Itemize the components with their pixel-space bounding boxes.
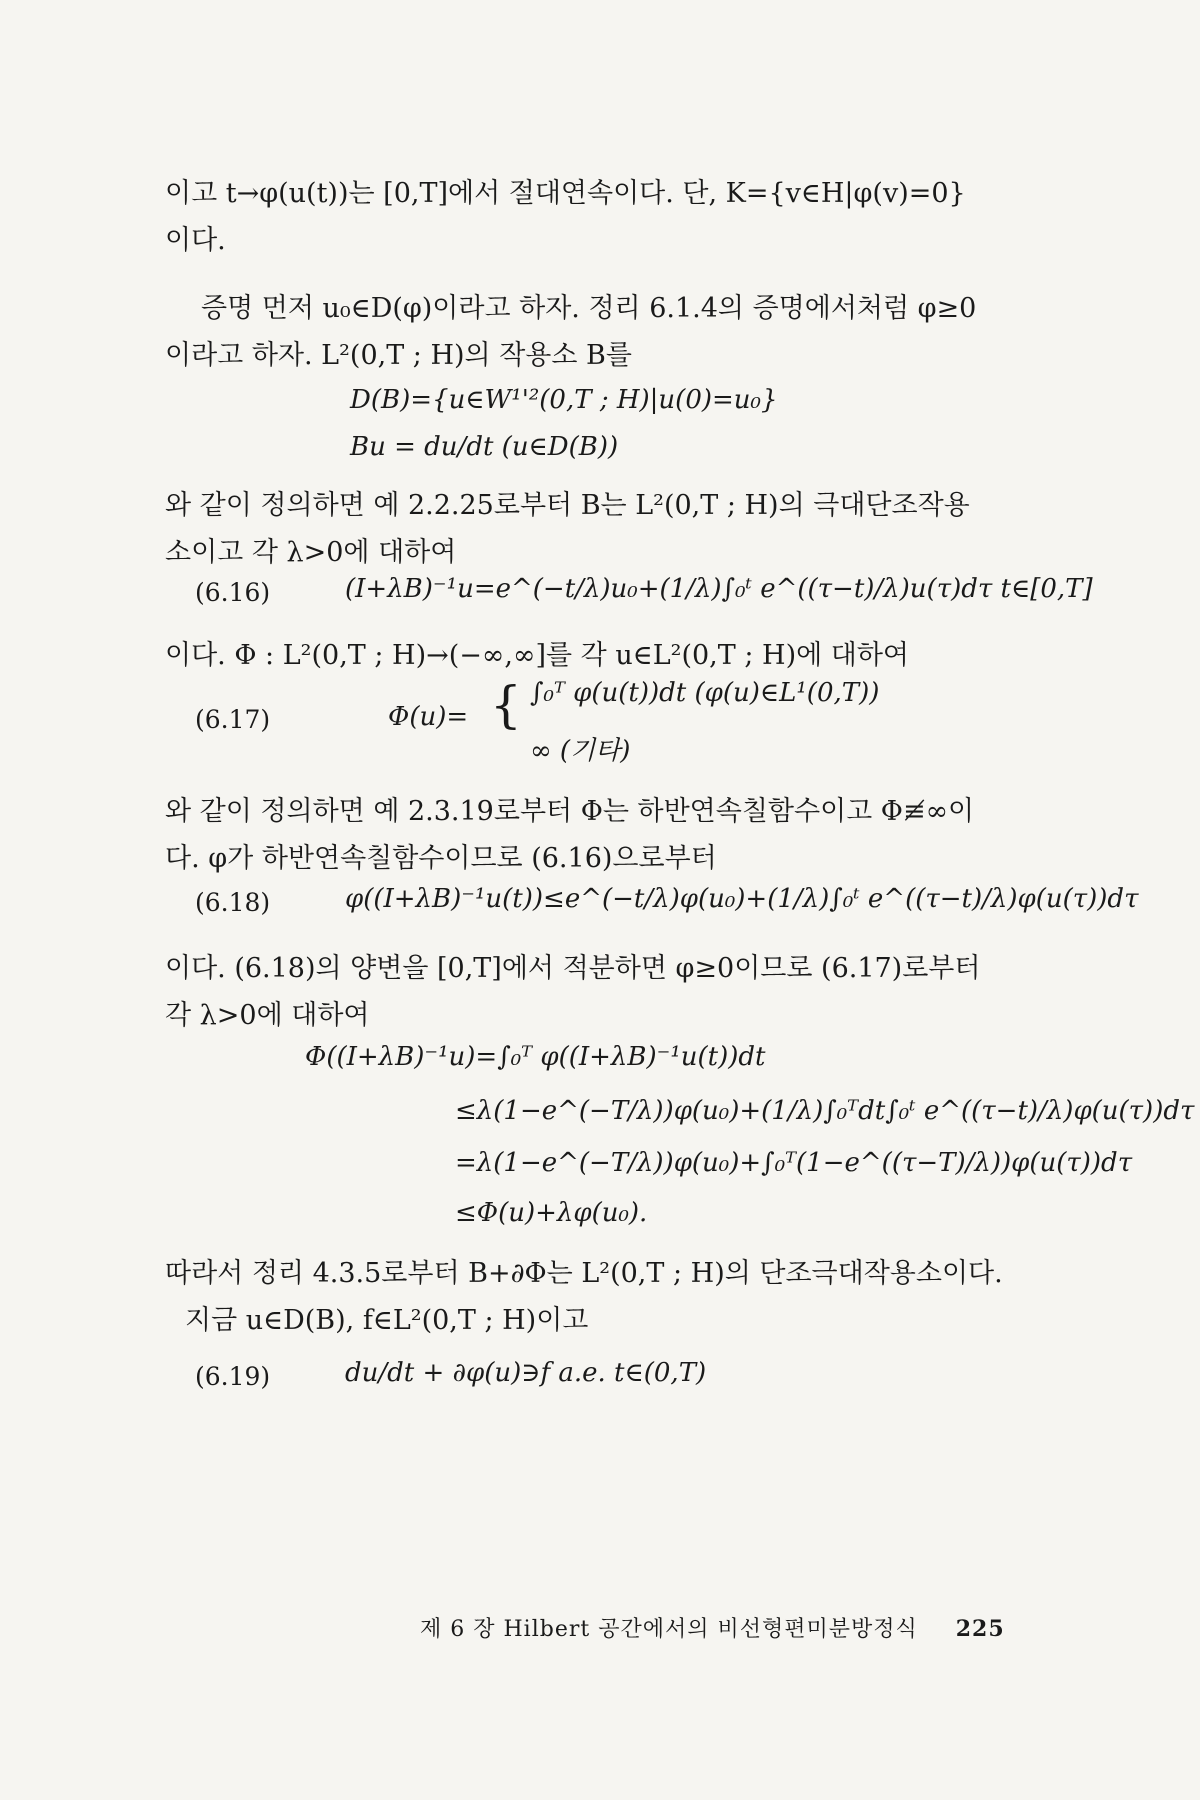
text-line: 따라서 정리 4.3.5로부터 B+∂Φ는 L²(0,T ; H)의 단조극대작용소이다. <box>165 1258 1003 1289</box>
paragraph-integrate <box>165 945 1045 1040</box>
paragraph-lsc <box>165 788 1045 883</box>
paragraph-conclusion <box>165 1250 1045 1345</box>
text-line: 이다. <box>165 225 226 257</box>
text-line: 각 λ>0에 대하여 <box>165 1000 370 1032</box>
paragraph-proof-start <box>165 285 1045 380</box>
equation-number-6-19: (6.19) <box>195 1362 271 1391</box>
paragraph-define-phi <box>165 632 1045 679</box>
paragraph-theorem-end <box>165 170 1045 265</box>
equation-number-6-18: (6.18) <box>195 888 271 917</box>
equation-chain-2: ≤λ(1−e^(−T/λ))φ(u₀)+(1/λ)∫₀ᵀdt∫₀ᵗ e^((τ−t)/λ)φ(u(τ))dτ <box>455 1096 1195 1126</box>
text-line: 증명 먼저 u₀∈D(φ)이라고 하자. 정리 6.1.4의 증명에서처럼 φ≥0 <box>201 293 977 324</box>
text-line: 지금 u∈D(B), f∈L²(0,T ; H)이고 <box>185 1305 589 1337</box>
text-line: 이고 t→φ(u(t))는 [0,T]에서 절대연속이다. 단, K={v∈H|φ(v)=0} <box>165 178 966 209</box>
equation-6-17-case1: ∫₀ᵀ φ(u(t))dt (φ(u)∈L¹(0,T)) <box>530 678 880 708</box>
equation-6-18: φ((I+λB)⁻¹u(t))≤e^(−t/λ)φ(u₀)+(1/λ)∫₀ᵗ e^((τ−t)/λ)φ(u(τ))dτ <box>345 884 1139 914</box>
text-line: 다. φ가 하반연속칠함수이므로 (6.16)으로부터 <box>165 843 717 875</box>
paragraph-maximal-monotone <box>165 482 1045 577</box>
equation-6-16: (I+λB)⁻¹u=e^(−t/λ)u₀+(1/λ)∫₀ᵗ e^((τ−t)/λ)u(τ)dτ t∈[0,T] <box>345 574 1093 604</box>
brace: { <box>490 676 522 734</box>
text-line: 와 같이 정의하면 예 2.3.19로부터 Φ는 하반연속칠함수이고 Φ≢∞이 <box>165 796 975 827</box>
equation-chain-3: =λ(1−e^(−T/λ))φ(u₀)+∫₀ᵀ(1−e^((τ−T)/λ))φ(u(τ))dτ <box>455 1148 1133 1178</box>
page-footer <box>420 1612 1005 1643</box>
equation-number-6-16: (6.16) <box>195 578 271 607</box>
text-line: 이다. Φ : L²(0,T ; H)→(−∞,∞]를 각 u∈L²(0,T ; H)에 대하여 <box>165 640 910 671</box>
equation-chain-1: Φ((I+λB)⁻¹u)=∫₀ᵀ φ((I+λB)⁻¹u(t))dt <box>305 1042 766 1072</box>
text-line: 이라고 하자. L²(0,T ; H)의 작용소 B를 <box>165 340 632 372</box>
equation-6-17-lhs: Φ(u)= <box>388 702 469 732</box>
text-line: 와 같이 정의하면 예 2.2.25로부터 B는 L²(0,T ; H)의 극대단조작용 <box>165 490 970 521</box>
equation-6-19: du/dt + ∂φ(u)∋f a.e. t∈(0,T) <box>345 1358 707 1388</box>
equation-number-6-17: (6.17) <box>195 705 271 734</box>
page-number: 225 <box>955 1616 1005 1642</box>
text-line: 이다. (6.18)의 양변을 [0,T]에서 적분하면 φ≥0이므로 (6.17)로부터 <box>165 953 981 984</box>
equation-DB: D(B)={u∈W¹'²(0,T ; H)|u(0)=u₀} <box>350 385 778 415</box>
chapter-title: 제 6 장 Hilbert 공간에서의 비선형편미분방정식 <box>420 1617 918 1642</box>
equation-Bu: Bu = du/dt (u∈D(B)) <box>350 432 619 462</box>
text-line: 소이고 각 λ>0에 대하여 <box>165 537 457 569</box>
equation-chain-4: ≤Φ(u)+λφ(u₀). <box>455 1198 648 1228</box>
equation-6-17-case2: ∞ (기타) <box>530 736 631 766</box>
